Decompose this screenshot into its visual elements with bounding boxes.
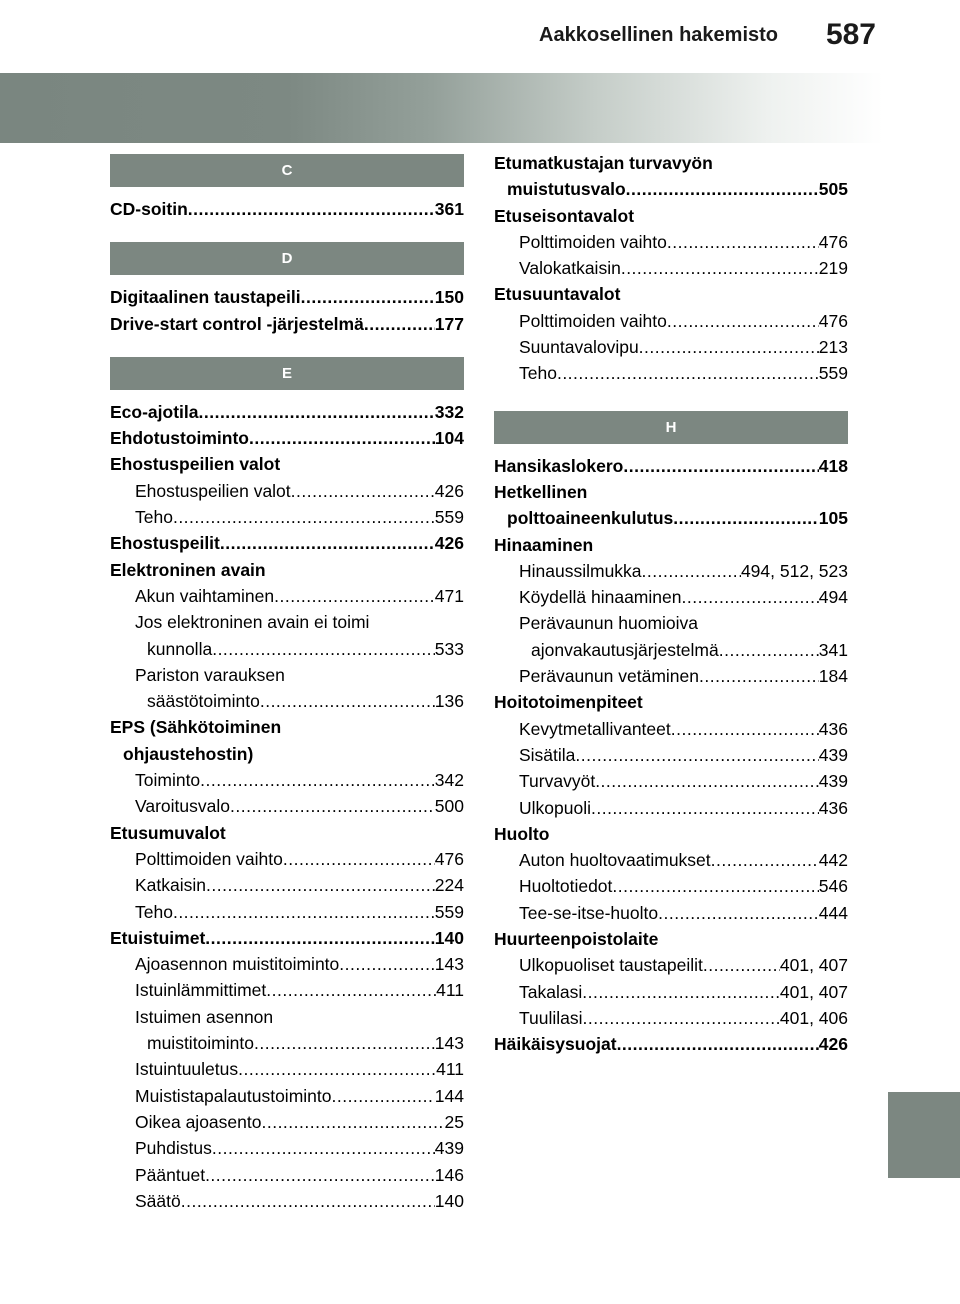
index-heading: Elektroninen avain (110, 559, 266, 580)
index-heading: EPS (Sähkötoiminen (110, 717, 282, 738)
index-heading: Etumatkustajan turvavyön (494, 153, 713, 173)
index-subheading: Istuimen asennon (135, 1006, 274, 1027)
index-subentry[interactable]: Puhdistus ..... 439 (110, 1135, 464, 1161)
index-heading: Hoitotoimenpiteet (494, 692, 643, 713)
index-subentry[interactable]: Istuintuuletus ..... 411 (110, 1056, 464, 1082)
index-heading: Hinaaminen (494, 534, 594, 555)
index-entry[interactable]: polttoaineenkulutus ..... 105 (494, 505, 848, 531)
index-subheading: Pariston varauksen (135, 664, 285, 685)
index-column-right (494, 150, 848, 1058)
section-header-c: C (110, 154, 464, 187)
index-entry[interactable]: muistutusvalo ..... 505 (494, 176, 848, 202)
index-subentry[interactable]: ajonvakautusjärjestelmä ..... 341 (494, 637, 848, 663)
section-header-e: E (110, 357, 464, 390)
index-subentry[interactable]: Kevytmetallivanteet ..... 436 (494, 716, 848, 742)
section-header-d: D (110, 242, 464, 275)
header-title: Aakkosellinen hakemisto (539, 24, 778, 46)
index-subentry[interactable]: Ajoasennon muistitoiminto ..... 143 (110, 951, 464, 977)
index-entry[interactable]: Digitaalinen taustapeili ..... 150 (110, 284, 464, 310)
index-subentry[interactable]: Huoltotiedot ..... 546 (494, 873, 848, 899)
index-entry[interactable]: Ehostuspeilit ..... 426 (110, 530, 464, 556)
index-column-left (110, 150, 464, 1214)
index-subentry[interactable]: Sisätila ..... 439 (494, 742, 848, 768)
index-subentry[interactable]: Teho ..... 559 (110, 899, 464, 925)
index-subentry[interactable]: Ehostuspeilien valot ..... 426 (110, 478, 464, 504)
index-heading: Hetkellinen (494, 481, 588, 502)
index-subentry[interactable]: Auton huoltovaatimukset ..... 442 (494, 847, 848, 873)
index-entry[interactable]: Etuistuimet ..... 140 (110, 925, 464, 951)
index-subentry[interactable]: Tuulilasi ..... 401, 406 (494, 1005, 848, 1031)
index-subentry[interactable]: Akun vaihtaminen ..... 471 (110, 583, 464, 609)
index-subentry[interactable]: Polttimoiden vaihto ..... 476 (494, 229, 848, 255)
index-subentry[interactable]: muistitoiminto ..... 143 (110, 1030, 464, 1056)
index-subentry[interactable]: Pääntuet ..... 146 (110, 1162, 464, 1188)
index-subentry[interactable]: Takalasi ..... 401, 407 (494, 979, 848, 1005)
index-heading: Etuseisontavalot (494, 205, 635, 226)
index-subentry[interactable]: Turvavyöt ..... 439 (494, 768, 848, 794)
index-heading: Etusumuvalot (110, 822, 226, 843)
index-subentry[interactable]: säästötoiminto ..... 136 (110, 688, 464, 714)
index-entry[interactable]: Hansikaslokero ..... 418 (494, 453, 848, 479)
index-subentry[interactable]: Polttimoiden vaihto ..... 476 (494, 308, 848, 334)
index-subentry[interactable]: Tee-se-itse-huolto ..... 444 (494, 900, 848, 926)
index-entry[interactable]: Ehdotustoiminto ..... 104 (110, 425, 464, 451)
index-heading: Etusuuntavalot (494, 284, 621, 305)
index-heading: Huurteenpoistolaite (494, 929, 659, 950)
index-subentry[interactable]: Teho ..... 559 (494, 360, 848, 386)
index-subentry[interactable]: Säätö ..... 140 (110, 1188, 464, 1214)
index-subentry[interactable]: Muististapalautustoiminto ..... 144 (110, 1083, 464, 1109)
index-subentry[interactable]: Valokatkaisin ..... 219 (494, 255, 848, 281)
index-subentry[interactable]: Toiminto ..... 342 (110, 767, 464, 793)
page-number: 587 (825, 18, 876, 51)
index-subentry[interactable]: Istuinlämmittimet ..... 411 (110, 977, 464, 1003)
index-subheading: Perävaunun huomioiva (519, 613, 699, 634)
header-banner (0, 73, 960, 143)
section-header-h: H (494, 411, 848, 444)
index-entry[interactable]: CD-soitin ..... 361 (110, 196, 464, 222)
index-subheading: Jos elektroninen avain ei toimi (135, 612, 370, 633)
index-subentry[interactable]: Varoitusvalo ..... 500 (110, 793, 464, 819)
index-subentry[interactable]: Perävaunun vetäminen ..... 184 (494, 663, 848, 689)
index-subentry[interactable]: Katkaisin ..... 224 (110, 872, 464, 898)
index-subentry[interactable]: Suuntavalovipu ..... 213 (494, 334, 848, 360)
index-heading: Huolto (494, 823, 550, 844)
index-subentry[interactable]: Ulkopuoliset taustapeilit ..... 401, 407 (494, 952, 848, 978)
index-heading-cont: ohjaustehostin) (123, 743, 254, 764)
chapter-thumb-tab (888, 1092, 960, 1178)
index-subentry[interactable]: Polttimoiden vaihto ..... 476 (110, 846, 464, 872)
index-entry[interactable]: Eco-ajotila ..... 332 (110, 399, 464, 425)
index-subentry[interactable]: Teho ..... 559 (110, 504, 464, 530)
index-subentry[interactable]: kunnolla ..... 533 (110, 636, 464, 662)
index-entry[interactable]: Drive-start control -järjestelmä ..... 177 (110, 311, 464, 337)
index-subentry[interactable]: Hinaussilmukka ..... 494, 512, 523 (494, 558, 848, 584)
index-heading: Ehostuspeilien valot (110, 454, 281, 475)
index-entry[interactable]: Häikäisysuojat ..... 426 (494, 1031, 848, 1057)
index-subentry[interactable]: Ulkopuoli ..... 436 (494, 795, 848, 821)
index-subentry[interactable]: Köydellä hinaaminen ..... 494 (494, 584, 848, 610)
index-subentry[interactable]: Oikea ajoasento ..... 25 (110, 1109, 464, 1135)
